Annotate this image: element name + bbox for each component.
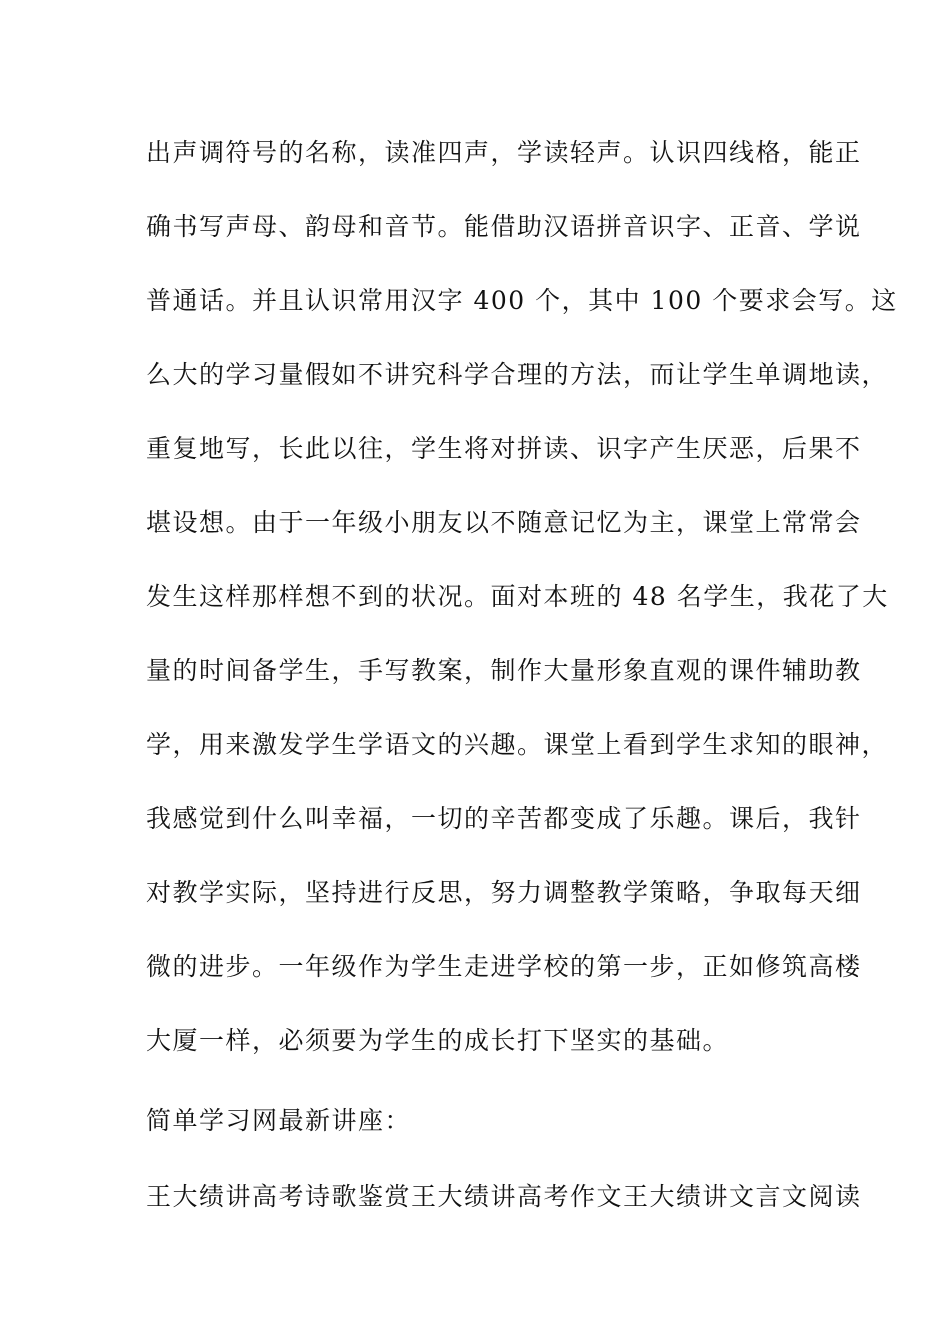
paragraph-line-7: 发生这样那样想不到的状况。面对本班的 48 名学生，我花了大	[146, 582, 889, 611]
lecture-list-line: 王大绩讲高考诗歌鉴赏王大绩讲高考作文王大绩讲文言文阅读	[146, 1182, 862, 1211]
paragraph-line-13: 大厦一样，必须要为学生的成长打下坚实的基础。	[146, 1026, 730, 1055]
paragraph-line-5: 重复地写，长此以往，学生将对拼读、识字产生厌恶，后果不	[146, 434, 862, 463]
paragraph-line-2: 确书写声母、韵母和音节。能借助汉语拼音识字、正音、学说	[146, 212, 862, 241]
paragraph-line-11: 对教学实际，坚持进行反思，努力调整教学策略，争取每天细	[146, 878, 862, 907]
paragraph-line-10: 我感觉到什么叫幸福，一切的辛苦都变成了乐趣。课后，我针	[146, 804, 862, 833]
paragraph-line-8: 量的时间备学生，手写教案，制作大量形象直观的课件辅助教	[146, 656, 862, 685]
paragraph-line-9: 学，用来激发学生学语文的兴趣。课堂上看到学生求知的眼神，	[146, 730, 889, 759]
section-heading: 简单学习网最新讲座：	[146, 1106, 412, 1135]
paragraph-line-1: 出声调符号的名称，读准四声，学读轻声。认识四线格，能正	[146, 138, 862, 167]
paragraph-line-3: 普通话。并且认识常用汉字 400 个，其中 100 个要求会写。这	[146, 286, 898, 315]
paragraph-line-6: 堪设想。由于一年级小朋友以不随意记忆为主，课堂上常常会	[146, 508, 862, 537]
paragraph-line-4: 么大的学习量假如不讲究科学合理的方法，而让学生单调地读，	[146, 360, 889, 389]
paragraph-line-12: 微的进步。一年级作为学生走进学校的第一步，正如修筑高楼	[146, 952, 862, 981]
